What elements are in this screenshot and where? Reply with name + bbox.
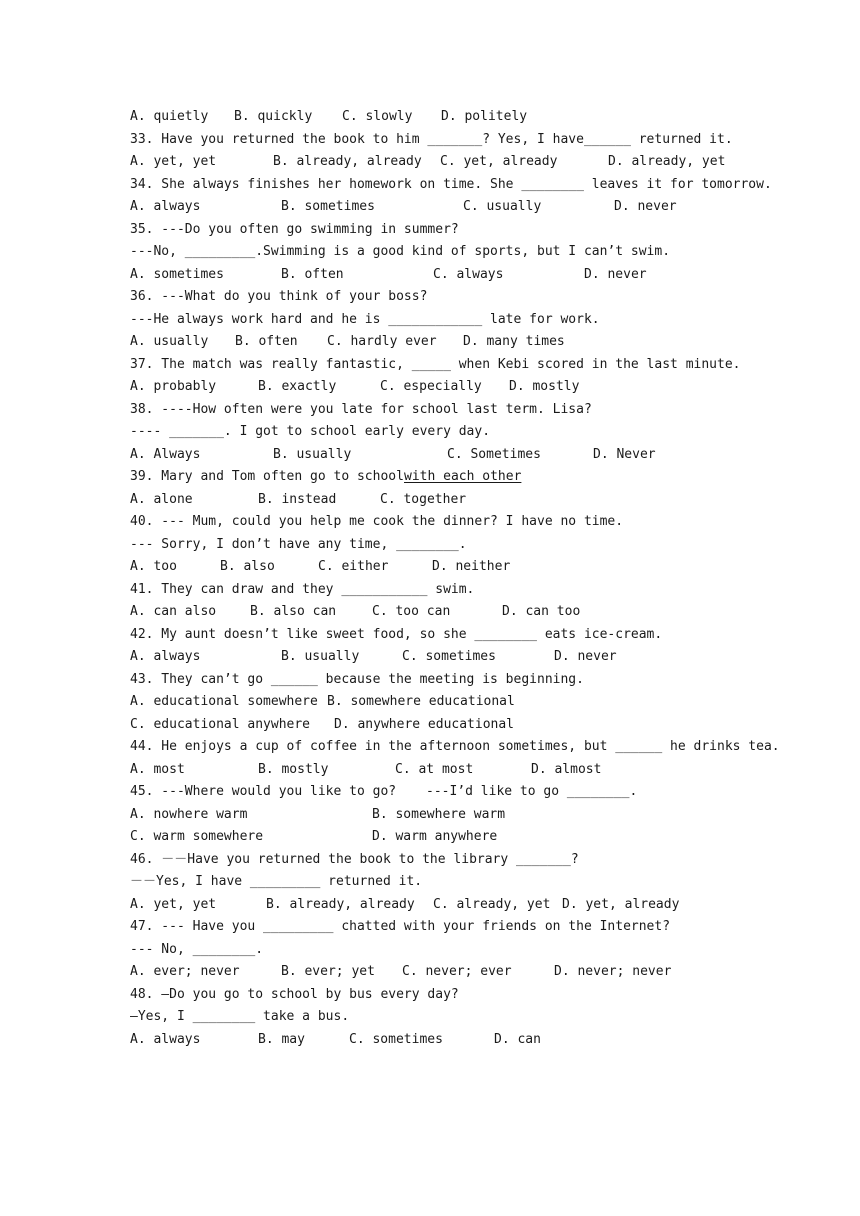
worksheet-line [130,984,750,1007]
worksheet-line [130,781,750,804]
worksheet-line [130,759,750,782]
line-text: A. yet, yet [130,896,217,912]
worksheet-line [130,646,750,669]
worksheet-line [130,376,750,399]
line-text: 45. ---Where would you like to go? [130,784,397,799]
worksheet-line [130,804,750,827]
option-text: C. usually [463,199,542,214]
line-text: A. Always [130,446,201,462]
line-text: 41. They can draw and they ___________ swim. [130,581,475,597]
line-text: 37. The match was really fantastic, _____ when Kebi scored in the last minute. [130,356,741,372]
option-text: D. neither [432,559,511,574]
line-text: 36. ---What do you think of your boss? [130,289,428,304]
option-text: C. sometimes [349,1031,443,1047]
line-text: A. probably [130,379,217,394]
line-text: C. warm somewhere [130,829,264,844]
worksheet-line [130,669,750,692]
line-text: ---No, _________.Swimming is a good kind of sports, but I can’t swim. [130,244,671,259]
option-text: D. already, yet [608,154,726,169]
line-text: A. most [130,761,185,777]
worksheet-line [130,939,750,962]
worksheet-line [130,264,750,287]
option-text: D. Never [593,446,656,462]
line-text: C. educational anywhere [130,716,311,732]
worksheet-line [130,286,750,309]
option-text: ---I’d like to go ________. [426,784,638,799]
worksheet-line [130,399,750,422]
option-text: C. never; ever [402,964,512,979]
line-text: 46. －－Have you returned the book to the library _______? [130,851,579,867]
line-text: A. sometimes [130,266,224,282]
line-text: ---He always work hard and he is ____________ late for work. [130,311,600,327]
option-text: B. often [235,334,298,349]
option-text: D. yet, already [562,896,680,912]
option-text: C. always [433,266,504,282]
option-text: B. may [258,1031,305,1047]
worksheet-line [130,309,750,332]
line-text: 34. She always finishes her homework on time. She ________ leaves it for tomorrow. [130,176,772,192]
option-text: B. already, already [266,896,415,912]
worksheet-line [130,174,772,197]
option-text: B. mostly [258,761,329,777]
line-text: 48. —Do you go to school by bus every day? [130,986,459,1002]
line-text: --- Sorry, I don’t have any time, ________. [130,536,467,552]
option-text: C. sometimes [402,649,496,664]
worksheet-line [130,511,750,534]
option-text: B. usually [273,446,352,462]
option-text: C. at most [395,761,474,777]
option-text: D. politely [441,109,528,124]
worksheet-line [130,151,750,174]
worksheet-line [130,916,750,939]
worksheet-line [130,129,750,152]
worksheet-line [130,421,750,444]
worksheet [130,106,780,1051]
option-text: B. quickly [234,109,313,124]
worksheet-line [130,871,750,894]
worksheet-line [130,556,750,579]
line-text: A. always [130,199,201,214]
worksheet-line [130,849,750,872]
worksheet-line [130,691,750,714]
worksheet-line [130,444,750,467]
option-text: C. together [380,491,467,507]
option-text: B. somewhere educational [327,694,515,709]
option-text: B. somewhere warm [372,806,506,822]
option-text: D. warm anywhere [372,829,498,844]
worksheet-line [130,736,780,759]
option-text: C. already, yet [433,896,551,912]
line-text: --- No, ________. [130,941,264,957]
worksheet-line [130,466,750,489]
option-text: C. hardly ever [327,334,437,349]
worksheet-line [130,1006,750,1029]
worksheet-line [130,219,750,242]
line-text: 43. They can’t go ______ because the meeting is beginning. [130,671,584,687]
line-text: A. usually [130,334,209,349]
line-text: 38. ----How often were you late for school last term. Lisa? [130,401,592,417]
option-text: D. never [584,266,647,282]
line-text: ---- _______. I got to school early every day. [130,424,491,439]
worksheet-line [130,196,750,219]
option-text: C. either [318,559,389,574]
option-text: D. almost [531,761,602,777]
option-text: D. never [554,649,617,664]
option-text: C. especially [380,379,482,394]
line-text: A. can also [130,604,217,619]
option-text: B. usually [281,649,360,664]
option-text: C. Sometimes [447,446,541,462]
line-text: A. always [130,1031,201,1047]
worksheet-line [130,579,750,602]
worksheet-line [130,241,750,264]
worksheet-line [130,331,750,354]
line-text: A. educational somewhere [130,694,318,709]
option-text: D. anywhere educational [334,716,515,732]
line-text: 33. Have you returned the book to him _______? Yes, I have______ returned it. [130,131,733,147]
worksheet-line [130,826,750,849]
option-text: B. also [220,559,275,574]
worksheet-line [130,624,750,647]
worksheet-line [130,894,750,917]
line-text: A. always [130,649,201,664]
option-text: B. ever; yet [281,964,375,979]
line-text: 47. --- Have you _________ chatted with your friends on the Internet? [130,919,671,934]
option-text: B. often [281,266,344,282]
option-text: B. instead [258,491,337,507]
option-text: B. sometimes [281,199,375,214]
worksheet-line [130,534,750,557]
option-text: D. can too [502,604,581,619]
line-text: A. alone [130,491,193,507]
option-text: C. yet, already [440,154,558,169]
line-text: 44. He enjoys a cup of coffee in the afternoon sometimes, but ______ he drinks tea. [130,739,780,754]
worksheet-line [130,961,750,984]
option-text: D. can [494,1031,541,1047]
option-text: C. too can [372,604,451,619]
option-text: C. slowly [342,109,413,124]
line-text: —Yes, I ________ take a bus. [130,1009,350,1024]
option-text: B. exactly [258,379,337,394]
option-text: D. never [614,199,677,214]
worksheet-line [130,106,750,129]
line-text: A. ever; never [130,964,240,979]
option-text: D. mostly [509,379,580,394]
line-text: A. quietly [130,109,209,124]
option-text: with each other [404,469,522,484]
line-text: 40. --- Mum, could you help me cook the dinner? I have no time. [130,514,624,529]
option-text: B. already, already [273,154,422,169]
line-text: A. yet, yet [130,154,217,169]
line-text: 35. ---Do you often go swimming in summer? [130,221,459,237]
worksheet-line [130,601,750,624]
worksheet-line [130,714,750,737]
option-text: D. never; never [554,964,672,979]
line-text: 39. Mary and Tom often go to school [130,469,412,484]
worksheet-line [130,1029,750,1052]
worksheet-line [130,354,750,377]
line-text: A. nowhere warm [130,806,248,822]
option-text: B. also can [250,604,337,619]
option-text: D. many times [463,334,565,349]
line-text: 42. My aunt doesn’t like sweet food, so she ________ eats ice-cream. [130,626,663,642]
line-text: －－Yes, I have _________ returned it. [130,874,423,889]
worksheet-line [130,489,750,512]
line-text: A. too [130,559,177,574]
